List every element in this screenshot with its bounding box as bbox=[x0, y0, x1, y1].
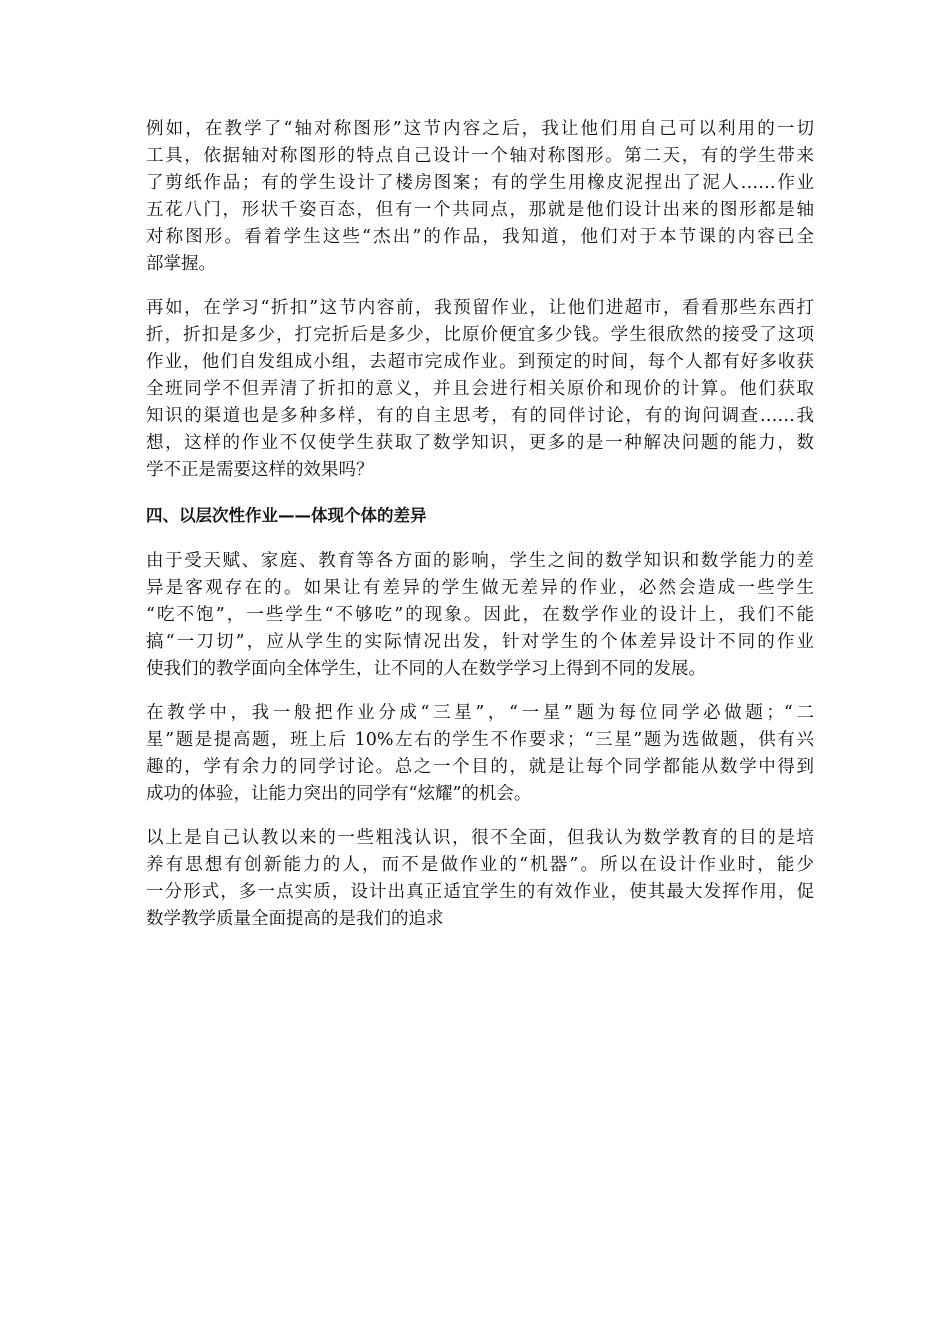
text-line: 再如，在学习“折扣”这节内容前，我预留作业，让他们进超市，看看那些东西打 bbox=[146, 298, 814, 318]
text-line: 使我们的教学面向全体学生，让不同的人在数学学习上得到不同的发展。 bbox=[146, 659, 706, 679]
paragraph bbox=[146, 700, 814, 808]
text-line: “吃不饱”，一些学生“不够吃”的现象。因此，在数学作业的设计上，我们不能 bbox=[146, 605, 814, 625]
text-line: 对称图形。看着学生这些“杰出”的作品，我知道，他们对于本节课的内容已全 bbox=[146, 227, 814, 247]
paragraph bbox=[146, 548, 814, 683]
text-line: 养有思想有创新能力的人，而不是做作业的“机器”。所以在设计作业时，能少 bbox=[146, 855, 814, 875]
text-line: 趣的，学有余力的同学讨论。总之一个目的，就是让每个同学都能从数学中得到 bbox=[146, 757, 814, 777]
paragraph bbox=[146, 825, 814, 933]
paragraph-spacer bbox=[146, 531, 814, 548]
text-line: 一分形式，多一点实质，设计出真正适宜学生的有效作业，使其最大发挥作用，促 bbox=[146, 882, 814, 902]
text-line: 学不正是需要这样的效果吗？ bbox=[146, 460, 374, 480]
text-line: 工具，依据轴对称图形的特点自己设计一个轴对称图形。第二天，有的学生带来 bbox=[146, 146, 814, 166]
paragraph-spacer bbox=[146, 484, 814, 501]
paragraph-spacer bbox=[146, 278, 814, 295]
text-line: 部掌握。 bbox=[146, 254, 216, 274]
text-line: 全班同学不但弄清了折扣的意义，并且会进行相关原价和现价的计算。他们获取 bbox=[146, 379, 814, 399]
text-line: 异是客观存在的。如果让有差异的学生做无差异的作业，必然会造成一些学生 bbox=[146, 578, 814, 598]
paragraph bbox=[146, 295, 814, 484]
text-line: 星”题是提高题，班上后 10%左右的学生不作要求；“三星”题为选做题，供有兴 bbox=[146, 730, 814, 750]
text-line: 五花八门，形状千姿百态，但有一个共同点，那就是他们设计出来的图形都是轴 bbox=[146, 200, 814, 220]
section-heading: 四、以层次性作业——体现个体的差异 bbox=[146, 506, 427, 525]
text-line: 在教学中，我一般把作业分成“三星”，“一星”题为每位同学必做题；“二 bbox=[146, 703, 814, 723]
text-line: 知识的渠道也是多种多样，有的自主思考，有的同伴讨论，有的询问调查……我 bbox=[146, 406, 814, 426]
text-line: 成功的体验，让能力突出的同学有“炫耀”的机会。 bbox=[146, 784, 532, 804]
paragraph-spacer bbox=[146, 808, 814, 825]
text-line: 折，折扣是多少，打完折后是多少，比原价便宜多少钱。学生很欣然的接受了这项 bbox=[146, 325, 814, 345]
text-line: 数学教学质量全面提高的是我们的追求 bbox=[146, 909, 444, 929]
text-line: 由于受天赋、家庭、教育等各方面的影响，学生之间的数学知识和数学能力的差 bbox=[146, 551, 814, 571]
text-line: 例如，在教学了“轴对称图形”这节内容之后，我让他们用自己可以利用的一切 bbox=[146, 119, 814, 139]
paragraph bbox=[146, 116, 814, 278]
paragraph-spacer bbox=[146, 683, 814, 700]
text-line: 作业，他们自发组成小组，去超市完成作业。到预定的时间，每个人都有好多收获 bbox=[146, 352, 814, 372]
text-line: 想，这样的作业不仅使学生获取了数学知识，更多的是一种解决问题的能力，数 bbox=[146, 433, 814, 453]
text-line: 了剪纸作品；有的学生设计了楼房图案；有的学生用橡皮泥捏出了泥人……作业 bbox=[146, 173, 814, 193]
text-line: 搞“一刀切”，应从学生的实际情况出发，针对学生的个体差异设计不同的作业 bbox=[146, 632, 814, 652]
text-line: 以上是自己认教以来的一些粗浅认识，很不全面，但我认为数学教育的目的是培 bbox=[146, 828, 814, 848]
document-body bbox=[146, 116, 814, 933]
